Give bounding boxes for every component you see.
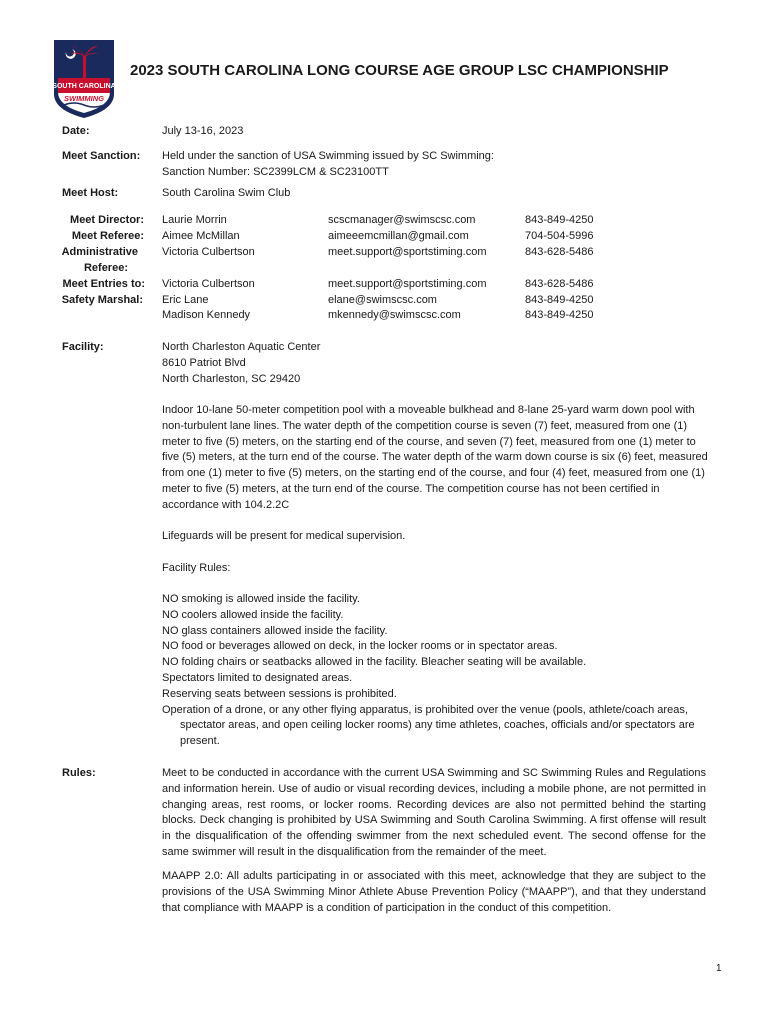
list-item: Reserving seats between sessions is prohibited. (162, 687, 397, 700)
host-label: Meet Host: (62, 187, 119, 199)
list-item: NO smoking is allowed inside the facility. (162, 593, 360, 605)
official-name: Eric Lane (162, 294, 209, 306)
date-value: July 13-16, 2023 (162, 125, 244, 137)
sanction-line-1: Held under the sanction of USA Swimming issued by SC Swimming: (162, 150, 494, 162)
official-email[interactable]: meet.support@sportstiming.com (328, 246, 487, 258)
svg-text:SOUTH CAROLINA: SOUTH CAROLINA (52, 83, 116, 90)
page-number: 1 (716, 963, 722, 974)
rules-paragraph-1: Meet to be conducted in accordance with the current USA Swimming and SC Swimming Rules and Regulations and information herein. Use of audio or visual recording devices, including a mobile phone, are not permitted in changing areas, rest rooms, or locker rooms. Recording devices are also not permitted behind the starting blocks. Deck changing is prohibited by USA Swimming and South Carolina Swimming. A first offense will result in the disqualification of the offending swimmer from the next scheduled event. The second offense for the same swimmer will result in the disqualification from the remainder of the meet. (162, 767, 706, 858)
list-item: Spectators limited to designated areas. (162, 671, 353, 684)
facility-address-line: 8610 Patriot Blvd (162, 357, 246, 369)
facility-rules-list (162, 592, 712, 750)
official-email[interactable]: scscmanager@swimscsc.com (328, 214, 476, 226)
facility-rules-heading: Facility Rules: (162, 562, 231, 574)
official-name: Madison Kennedy (162, 309, 251, 321)
lifeguards-note: Lifeguards will be present for medical supervision. (162, 530, 406, 542)
facility-address-line: North Charleston Aquatic Center (162, 341, 321, 353)
official-name: Aimee McMillan (162, 230, 240, 242)
host-value: South Carolina Swim Club (162, 187, 291, 199)
official-email[interactable]: mkennedy@swimscsc.com (328, 309, 461, 321)
official-name: Victoria Culbertson (162, 278, 255, 290)
meet-referee-label: Meet Referee: (71, 230, 144, 242)
facility-address-line: North Charleston, SC 29420 (162, 373, 301, 385)
sanction-line-2: Sanction Number: SC2399LCM & SC23100TT (162, 166, 389, 178)
list-item: Operation of a drone, or any other flying apparatus, is prohibited over the venue (pools, athlete/coach areas, spectator areas, and open ceiling locker rooms) any time athletes, coaches, officials and/or spectators are present. (162, 703, 695, 748)
page-title: 2023 SOUTH CAROLINA LONG COURSE AGE GROUP LSC CHAMPIONSHIP (130, 62, 669, 79)
list-item: NO food or beverages allowed on deck, in the locker rooms or in spectator areas. (162, 640, 558, 653)
safety-marshal-label: Safety Marshal: (61, 294, 143, 306)
facility-description: Indoor 10-lane 50-meter competition pool with a moveable bulkhead and 8-lane 25-yard warm down pool with non-turbulent lane lines. The water depth of the competition course is seven (7) feet, measured from one (1) meter to five (5) meters, on the starting end of the course, and seven (7) feet, measured from one (1) meter to five (5) meters, at the turn end of the course. The water depth of the warm down course is six (6) feet, measured from one (1) meter to five (5) meters, on the starting end of the course, and four (4) feet, measured from one (1) meter to five (5) meters, at the turn end of the course. The competition course has not been certified in accordance with 104.2.2C (162, 404, 708, 511)
official-name: Victoria Culbertson (162, 246, 255, 258)
sanction-label: Meet Sanction: (62, 150, 141, 162)
official-phone: 843-628-5486 (525, 278, 594, 290)
facility-label: Facility: (62, 341, 104, 353)
official-email[interactable]: meet.support@sportstiming.com (328, 278, 487, 290)
rules-label: Rules: (62, 767, 96, 779)
list-item: NO glass containers allowed inside the facility. (162, 624, 388, 637)
rules-paragraph-2: MAAPP 2.0: All adults participating in or associated with this meet, acknowledge that they are subject to the provisions of the USA Swimming Minor Athlete Abuse Prevention Policy (“MAAPP”), and that they understand that compliance with MAAPP is a condition of participation in the conduct of this competition. (162, 870, 706, 914)
official-name: Laurie Morrin (162, 214, 227, 226)
official-email[interactable]: aimeeemcmillan@gmail.com (328, 230, 469, 242)
official-phone: 843-628-5486 (525, 246, 594, 258)
list-item: NO coolers allowed inside the facility. (162, 608, 344, 621)
official-phone: 704-504-5996 (525, 230, 594, 242)
official-phone: 843-849-4250 (525, 309, 594, 321)
administrative-label: Administrative (61, 246, 138, 258)
official-phone: 843-849-4250 (525, 294, 594, 306)
meet-entries-label: Meet Entries to: (62, 278, 145, 290)
meet-director-label: Meet Director: (70, 214, 144, 226)
official-phone: 843-849-4250 (525, 214, 594, 226)
svg-text:SWIMMING: SWIMMING (64, 94, 104, 103)
south-carolina-swimming-logo (50, 38, 118, 120)
list-item: NO folding chairs or seatbacks allowed in the facility. Bleacher seating will be available. (162, 656, 587, 669)
referee-label: Referee: (83, 262, 128, 274)
official-email[interactable]: elane@swimscsc.com (328, 294, 437, 306)
date-label: Date: (62, 125, 90, 137)
